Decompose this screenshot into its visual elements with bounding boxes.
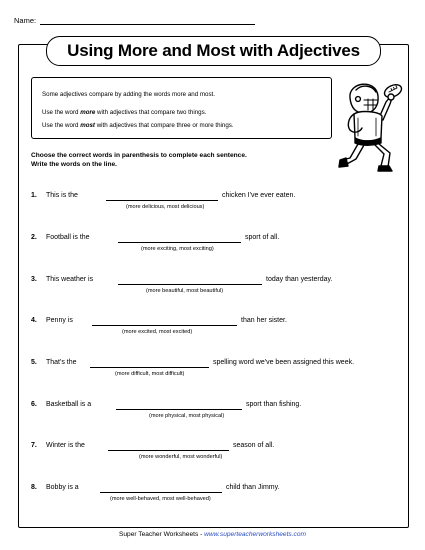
answer-choices: (more physical, most physical) xyxy=(149,413,225,419)
answer-blank[interactable] xyxy=(116,409,242,410)
answer-blank[interactable] xyxy=(108,450,229,451)
question-item xyxy=(31,192,391,216)
answer-choices: (more beautiful, most beautiful) xyxy=(146,288,224,294)
answer-blank[interactable] xyxy=(92,325,237,326)
footer-brand: Super Teacher Worksheets xyxy=(118,531,199,538)
answer-blank[interactable] xyxy=(90,367,209,368)
answer-choices: (more wonderful, most wonderful) xyxy=(139,454,223,460)
question-text-after: sport of all. xyxy=(245,234,280,241)
question-item xyxy=(31,359,391,383)
answer-choices: (more exciting, most exciting) xyxy=(141,246,214,252)
instructions-line-2: Write the words on the line. xyxy=(31,161,117,168)
question-number: 3. xyxy=(31,276,37,283)
info-line-3: Use the word most with adjectives that compare three or more things. xyxy=(42,122,234,129)
question-number: 5. xyxy=(31,359,37,366)
name-label: Name: xyxy=(14,16,37,25)
question-text-before: This is the xyxy=(46,192,78,199)
info-line-2: Use the word more with adjectives that compare two things. xyxy=(42,109,207,116)
question-text-after: today than yesterday. xyxy=(266,276,333,283)
question-text-after: chicken I've ever eaten. xyxy=(222,192,296,199)
question-item xyxy=(31,234,391,258)
answer-choices: (more difficult, most difficult) xyxy=(115,371,185,377)
title-banner xyxy=(46,36,381,66)
question-text-after: spelling word we've been assigned this week. xyxy=(213,359,355,366)
answer-choices: (more delicious, most delicious) xyxy=(126,204,205,210)
question-number: 2. xyxy=(31,234,37,241)
instructions-line-1: Choose the correct words in parenthesis to complete each sentence. xyxy=(31,152,247,159)
question-item xyxy=(31,442,391,466)
keyword-more: more xyxy=(80,109,96,116)
question-text-before: This weather is xyxy=(46,276,94,283)
question-text-before: That's the xyxy=(46,359,77,366)
question-number: 6. xyxy=(31,401,37,408)
question-text-after: season of all. xyxy=(233,442,275,449)
question-text-after: than her sister. xyxy=(241,317,287,324)
question-item xyxy=(31,317,391,341)
keyword-most: most xyxy=(80,122,95,129)
info-box xyxy=(31,77,332,139)
question-item xyxy=(31,484,391,508)
question-item xyxy=(31,401,391,425)
question-item xyxy=(31,276,391,300)
question-text-before: Basketball is a xyxy=(46,401,92,408)
question-text-after: sport than fishing. xyxy=(246,401,302,408)
answer-blank[interactable] xyxy=(100,492,222,493)
question-text-before: Penny is xyxy=(46,317,73,324)
name-field[interactable] xyxy=(40,16,255,25)
answer-choices: (more excited, most excited) xyxy=(122,329,193,335)
answer-blank[interactable] xyxy=(118,284,262,285)
answer-blank[interactable] xyxy=(106,200,218,201)
question-text-before: Football is the xyxy=(46,234,90,241)
page-title: Using More and Most with Adjectives xyxy=(67,41,360,60)
answer-blank[interactable] xyxy=(118,242,241,243)
question-number: 4. xyxy=(31,317,37,324)
football-player-icon xyxy=(336,66,404,178)
question-text-before: Winter is the xyxy=(46,442,85,449)
name-row xyxy=(14,16,255,25)
question-number: 1. xyxy=(31,192,37,199)
question-number: 7. xyxy=(31,442,37,449)
question-number: 8. xyxy=(31,484,37,491)
question-text-before: Bobby is a xyxy=(46,484,79,491)
footer: Super Teacher Worksheets - www.superteacherworksheets.com xyxy=(118,531,307,538)
info-line-1: Some adjectives compare by adding the words more and most. xyxy=(42,91,215,98)
footer-url[interactable]: www.superteacherworksheets.com xyxy=(204,531,307,538)
answer-choices: (more well-behaved, most well-behaved) xyxy=(110,496,211,502)
question-text-after: child than Jimmy. xyxy=(226,484,280,491)
